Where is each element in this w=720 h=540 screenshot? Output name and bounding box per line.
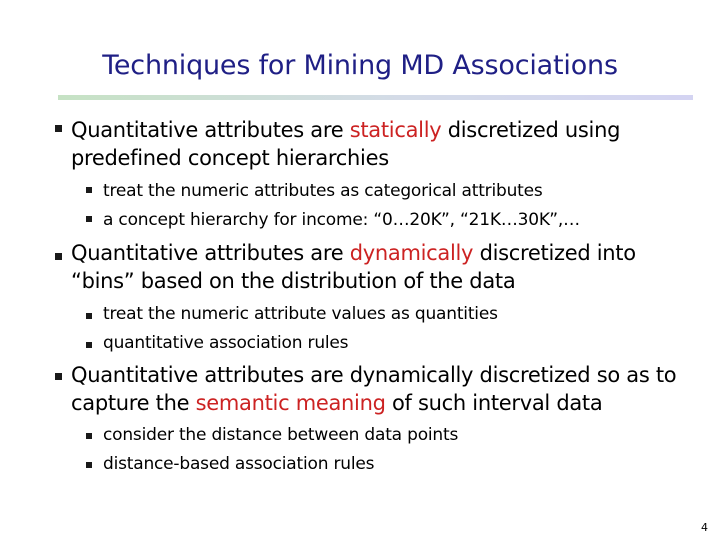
bullet-text-part: Quantitative attributes are (71, 241, 350, 265)
sub-bullet-marker (86, 216, 92, 222)
bullet-text-part: predefined concept hierarchies (71, 146, 389, 170)
highlighted-term: statically (349, 118, 442, 142)
sub-bullet-text: consider the distance between data points (103, 425, 459, 445)
bullet-text (71, 116, 701, 172)
sub-bullet-marker (86, 313, 92, 319)
bullet-text-part: of such interval data (385, 391, 603, 415)
sub-bullet-text: treat the numeric attributes as categorical attributes (103, 181, 543, 201)
bullet-marker (55, 253, 62, 260)
sub-bullet-marker (86, 433, 92, 439)
bullet-marker (55, 125, 62, 132)
sub-bullet-marker (86, 462, 92, 468)
title-underline (58, 95, 693, 100)
bullet-text (71, 361, 701, 417)
bullet-text-part: Quantitative attributes are dynamically discretized so as to (71, 363, 677, 387)
bullet-text-part: capture the (71, 391, 196, 415)
highlighted-term: semantic meaning (195, 391, 386, 415)
sub-bullet-text: quantitative association rules (103, 333, 349, 353)
bullet-text (71, 239, 701, 295)
sub-bullet-text: distance-based association rules (103, 454, 375, 474)
sub-bullet-marker (86, 187, 92, 193)
bullet-marker (55, 373, 62, 380)
highlighted-term: dynamically (349, 241, 474, 265)
sub-bullet-text: a concept hierarchy for income: “0…20K”, “21K…30K”,… (103, 210, 580, 230)
bullet-text-part: Quantitative attributes are (71, 118, 350, 142)
bullet-text-part: discretized into (473, 241, 636, 265)
slide-title: Techniques for Mining MD Associations (102, 50, 618, 81)
bullet-text-part: “bins” based on the distribution of the data (71, 269, 516, 293)
sub-bullet-text: treat the numeric attribute values as quantities (103, 304, 498, 324)
page-number: 4 (701, 521, 708, 534)
bullet-text-part: discretized using (441, 118, 621, 142)
sub-bullet-marker (86, 342, 92, 348)
